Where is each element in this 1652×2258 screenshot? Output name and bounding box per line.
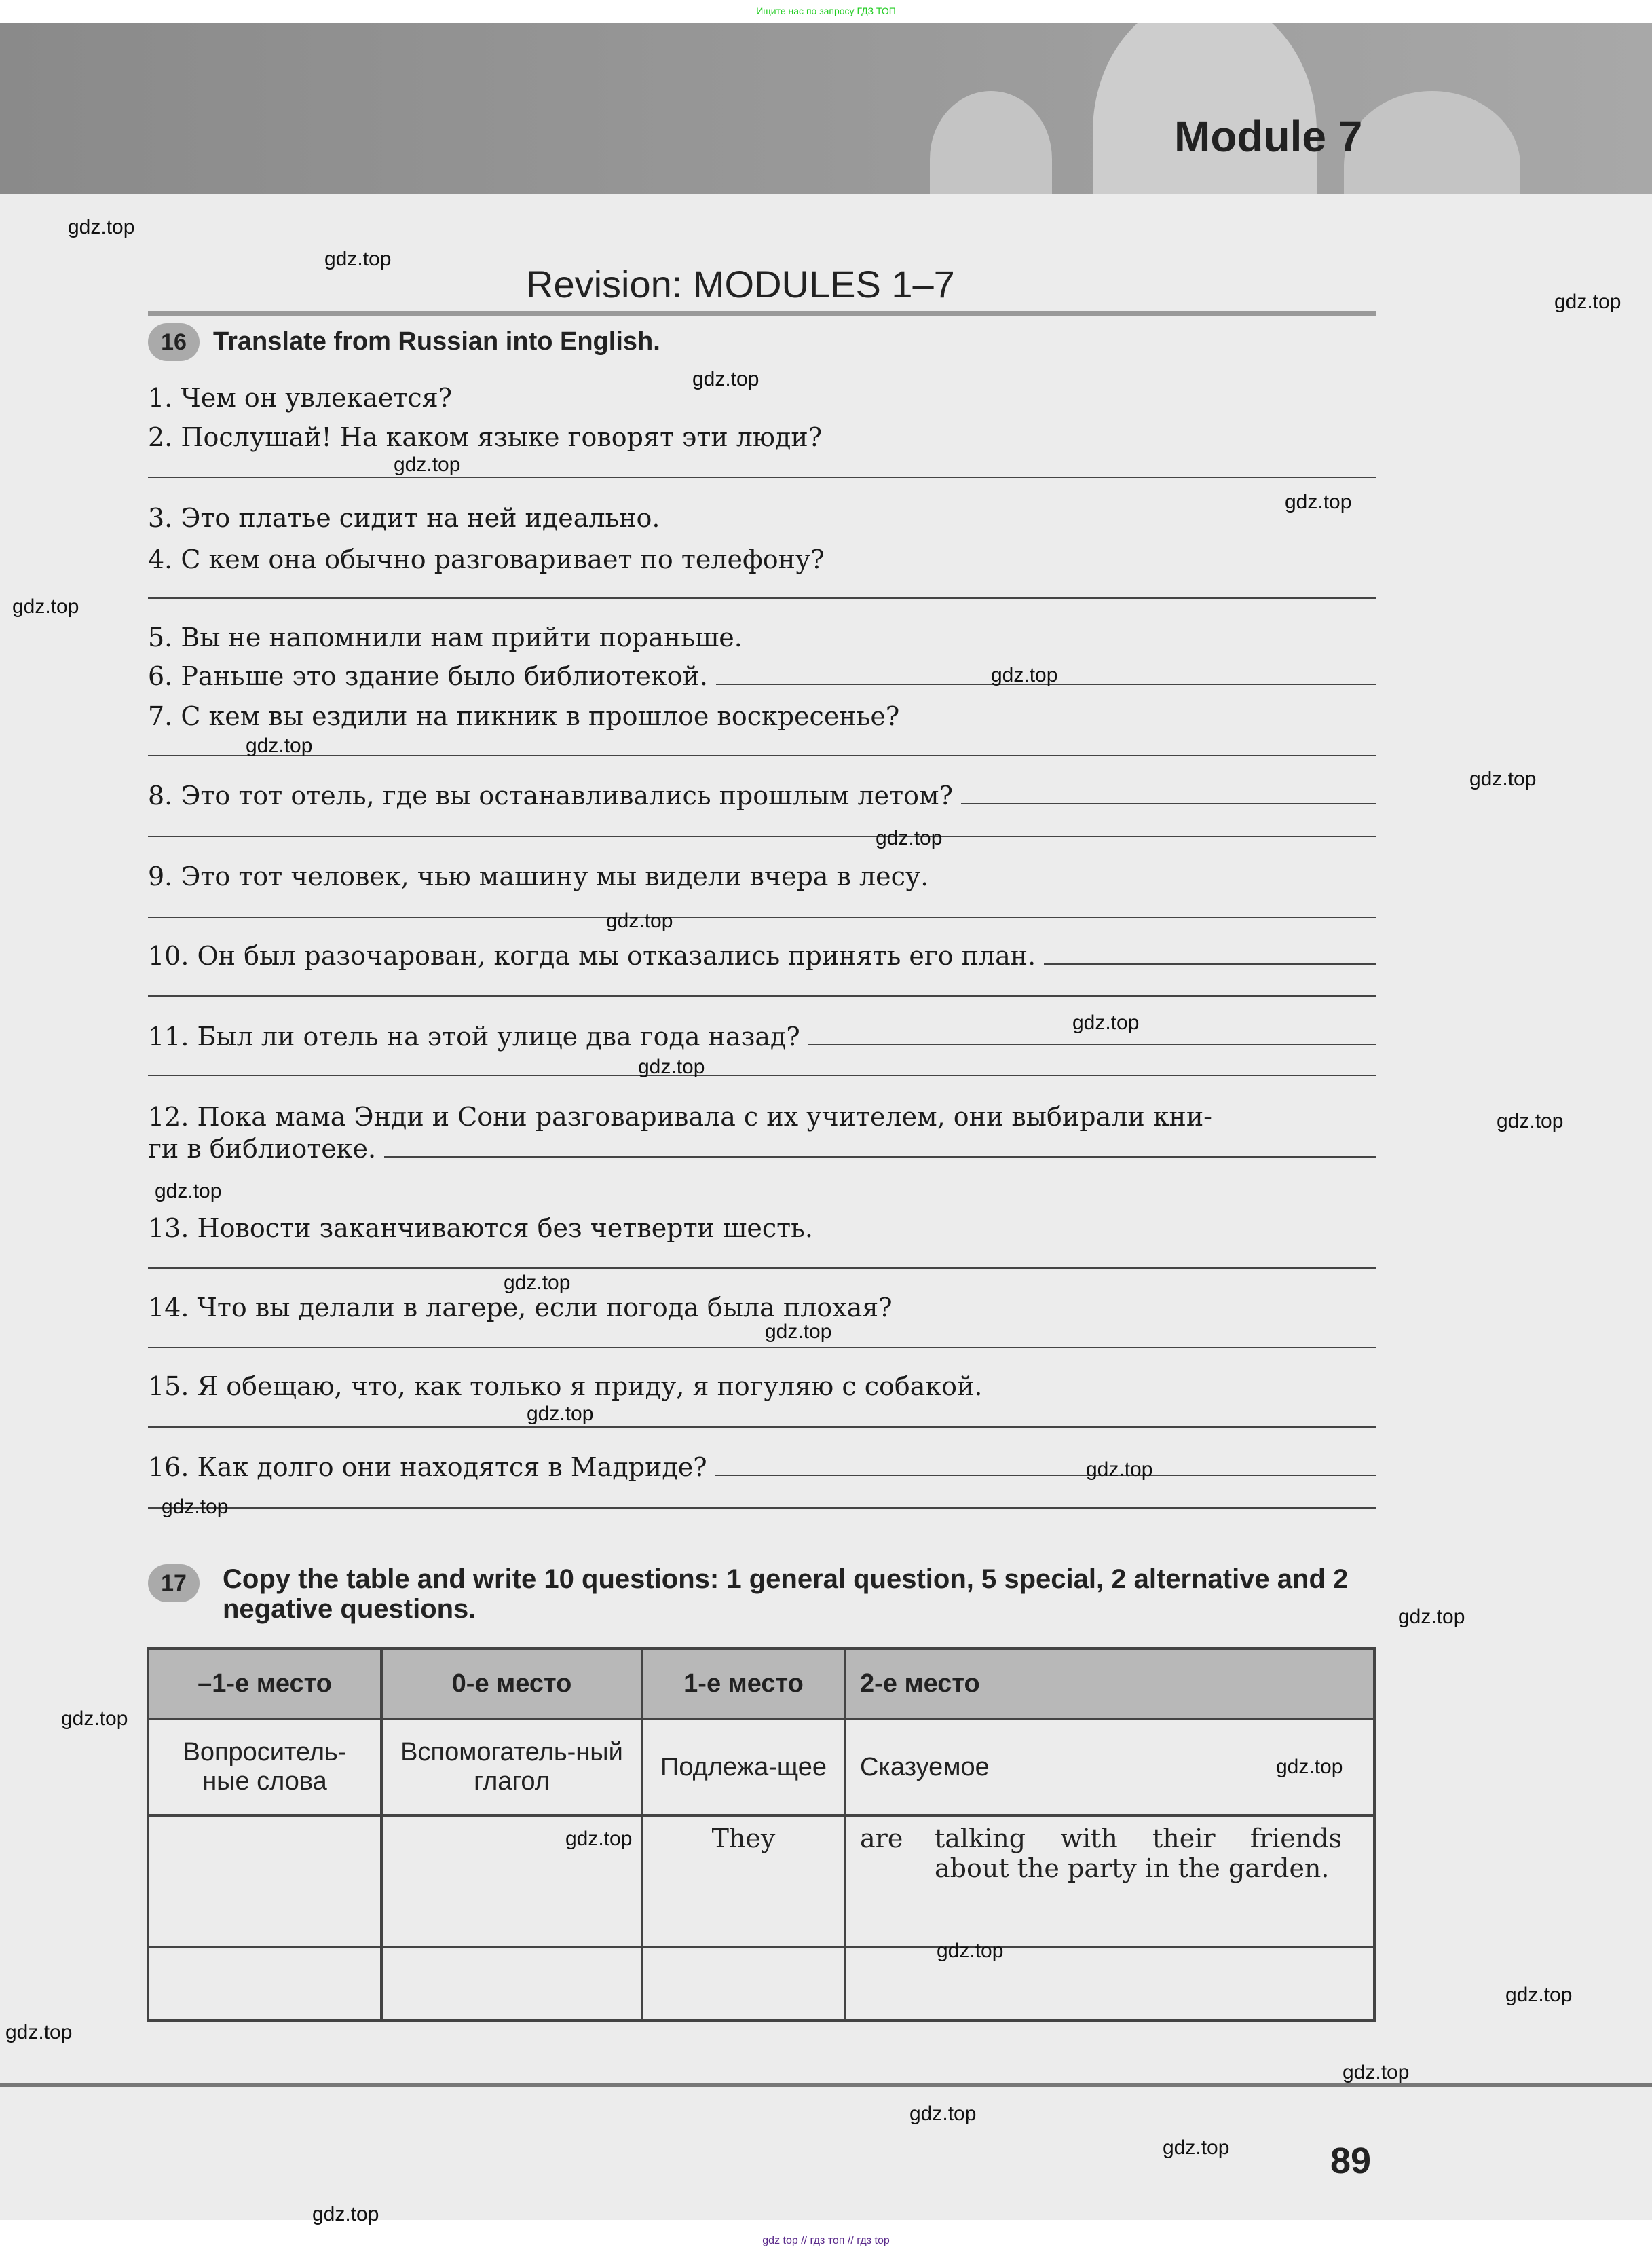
- watermark-text: gdz.top: [5, 2021, 73, 2043]
- watermark-text: gdz.top: [61, 1707, 128, 1730]
- watermark-text: gdz.top: [909, 2103, 977, 2125]
- answer-line[interactable]: [148, 755, 1376, 756]
- sentence-structure-table: [147, 1647, 1376, 2022]
- answer-line[interactable]: [715, 1473, 1376, 1476]
- answer-line[interactable]: [808, 1043, 1376, 1045]
- exercise-item: 7. С кем вы ездили на пикник в прошлое воскресенье?: [148, 701, 900, 731]
- answer-line[interactable]: [148, 597, 1376, 599]
- exercise-item: 6. Раньше это здание было библиотекой.: [148, 661, 1376, 691]
- exercise-item: 10. Он был разочарован, когда мы отказались принять его план.: [148, 941, 1376, 971]
- table-cell[interactable]: [381, 1947, 642, 2020]
- table-cell[interactable]: [642, 1947, 845, 2020]
- table-row[interactable]: [148, 1947, 1374, 2020]
- task-16-header: [148, 323, 660, 361]
- exercise-item: 9. Это тот человек, чью машину мы видели вчера в лесу.: [148, 862, 929, 891]
- table-header-row: [148, 1648, 1374, 1719]
- exercise-item: 2. Послушай! На каком языке говорят эти люди?: [148, 422, 823, 452]
- table-cell: [148, 1815, 381, 1947]
- answer-line[interactable]: [148, 1426, 1376, 1428]
- table-cell: They: [642, 1815, 845, 1947]
- exercise-item: 3. Это платье сидит на ней идеально.: [148, 503, 660, 533]
- watermark-text: gdz.top: [155, 1180, 222, 1202]
- petal-decoration: [1093, 23, 1317, 194]
- table-cell: are talking with their friends about the party in the garden.: [845, 1815, 1374, 1947]
- watermark-text: gdz.top: [1285, 491, 1352, 513]
- exercise-item: 15. Я обещаю, что, как только я приду, я погуляю с собакой.: [148, 1371, 983, 1401]
- watermark-text: gdz.top: [527, 1403, 594, 1425]
- watermark-text: gdz.top: [876, 827, 943, 849]
- watermark-text: gdz.top: [1086, 1458, 1153, 1481]
- page-title: Revision: MODULES 1–7: [526, 263, 955, 306]
- watermark-text: gdz.top: [1276, 1756, 1343, 1778]
- answer-line[interactable]: [148, 995, 1376, 997]
- title-rule: [148, 311, 1376, 316]
- watermark-text: gdz.top: [1398, 1606, 1465, 1628]
- table-header: 2-е место: [845, 1648, 1374, 1719]
- answer-line[interactable]: [148, 1347, 1376, 1348]
- watermark-text: gdz.top: [1554, 291, 1621, 313]
- table-cell[interactable]: [845, 1947, 1374, 2020]
- petal-decoration: [930, 91, 1052, 194]
- watermark-text: gdz.top: [324, 248, 392, 270]
- answer-line[interactable]: [148, 836, 1376, 837]
- table-cell: Вопроситель-ные слова: [148, 1719, 381, 1815]
- table-cell[interactable]: [148, 1947, 381, 2020]
- task-instruction: Translate from Russian into English.: [213, 327, 660, 356]
- watermark-text: gdz.top: [937, 1940, 1004, 1962]
- table-header: 1-е место: [642, 1648, 845, 1719]
- table-row: [148, 1815, 1374, 1947]
- answer-line[interactable]: [961, 802, 1376, 804]
- exercise-item: 4. С кем она обычно разговаривает по телефону?: [148, 544, 825, 574]
- answer-line[interactable]: [148, 1507, 1376, 1509]
- textbook-page: [0, 23, 1652, 2220]
- task-instruction: Copy the table and write 10 questions: 1 general question, 5 special, 2 alternative and 2 negative questions.: [223, 1564, 1349, 1624]
- table-header: –1-е место: [148, 1648, 381, 1719]
- watermark-text: gdz.top: [1072, 1012, 1140, 1034]
- table-header: 0-е место: [381, 1648, 642, 1719]
- watermark-text: gdz.top: [606, 910, 673, 932]
- table-cell: Подлежа-щее: [642, 1719, 845, 1815]
- exercise-item: 16. Как долго они находятся в Мадриде?: [148, 1452, 1376, 1482]
- watermark-text: gdz.top: [991, 664, 1058, 686]
- exercise-item: 12. Пока мама Энди и Сони разговаривала с их учителем, они выбирали кни-: [148, 1102, 1213, 1132]
- answer-line[interactable]: [148, 917, 1376, 918]
- answer-line[interactable]: [1044, 962, 1376, 965]
- table-cell: Сказуемое: [845, 1719, 1374, 1815]
- watermark-text: gdz.top: [565, 1828, 633, 1850]
- answer-line[interactable]: [384, 1155, 1376, 1158]
- watermark-text: gdz.top: [1163, 2136, 1230, 2159]
- watermark-text: gdz.top: [312, 2203, 379, 2225]
- top-banner: Ищите нас по запросу ГДЗ ТОП: [756, 5, 896, 16]
- table-cell: Вспомогатель-ный глагол: [381, 1719, 642, 1815]
- answer-line[interactable]: [148, 1075, 1376, 1076]
- task-number-badge: 17: [148, 1564, 200, 1602]
- watermark-text: gdz.top: [765, 1320, 832, 1343]
- watermark-text: gdz.top: [692, 368, 759, 390]
- exercise-item: 14. Что вы делали в лагере, если погода была плохая?: [148, 1293, 893, 1322]
- watermark-text: gdz.top: [638, 1056, 705, 1078]
- module-title: Module 7: [1174, 112, 1363, 161]
- watermark-text: gdz.top: [12, 595, 79, 618]
- task-17-header: [148, 1564, 1349, 1624]
- exercise-item: 13. Новости заканчиваются без четверти шесть.: [148, 1213, 813, 1243]
- table-row: [148, 1719, 1374, 1815]
- watermark-text: gdz.top: [246, 735, 313, 757]
- answer-line[interactable]: [148, 477, 1376, 478]
- watermark-text: gdz.top: [504, 1272, 571, 1294]
- exercise-item: 8. Это тот отель, где вы останавливались прошлым летом?: [148, 781, 1376, 811]
- bottom-banner: gdz top // гдз топ // гдз top: [762, 2235, 890, 2246]
- header-band: [0, 23, 1652, 194]
- exercise-item: 5. Вы не напомнили нам прийти пораньше.: [148, 623, 743, 652]
- petal-decoration: [1344, 91, 1520, 194]
- watermark-text: gdz.top: [1469, 768, 1537, 790]
- exercise-item: ги в библиотеке.: [148, 1134, 1376, 1164]
- watermark-text: gdz.top: [1497, 1110, 1564, 1132]
- exercise-item: 11. Был ли отель на этой улице два года назад?: [148, 1022, 1376, 1052]
- exercise-item: 1. Чем он увлекается?: [148, 383, 453, 413]
- watermark-text: gdz.top: [1343, 2061, 1410, 2084]
- page-number: 89: [1330, 2141, 1372, 2181]
- watermark-text: gdz.top: [68, 216, 135, 238]
- task-number-badge: 16: [148, 323, 200, 361]
- watermark-text: gdz.top: [394, 454, 461, 476]
- watermark-text: gdz.top: [1505, 1984, 1573, 2006]
- watermark-text: gdz.top: [162, 1496, 229, 1518]
- answer-line[interactable]: [148, 1267, 1376, 1269]
